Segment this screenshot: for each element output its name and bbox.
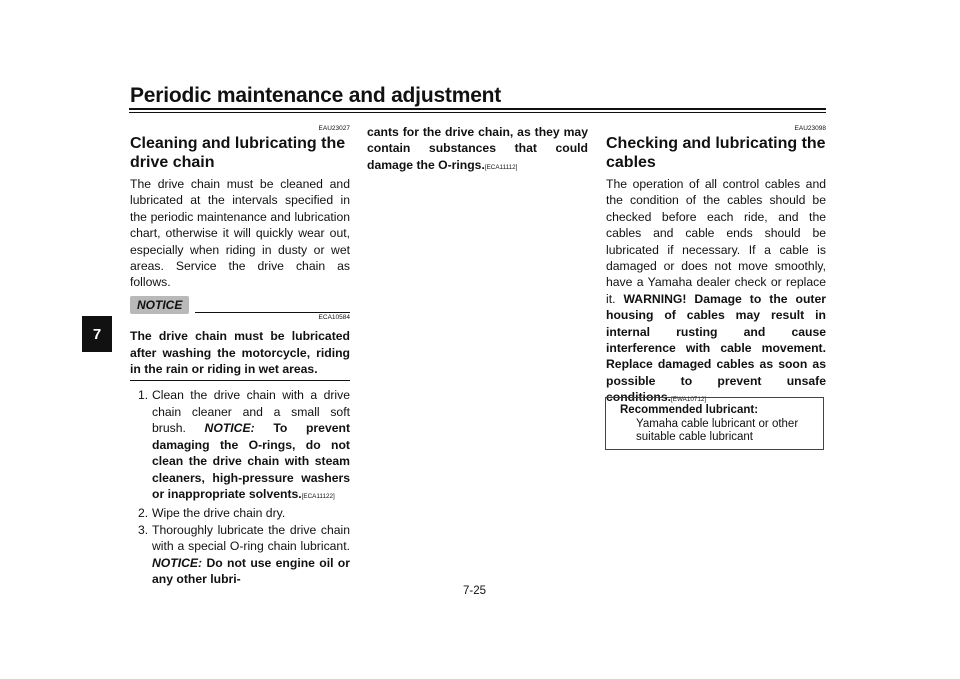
recommended-lubricant-box <box>605 397 824 450</box>
column-right <box>606 124 826 409</box>
steps-list <box>130 387 350 587</box>
continuation-text <box>367 124 588 176</box>
step-number: 1. <box>138 388 149 403</box>
step-text: Clean the drive chain with a drive chain cleaner and a small soft brush. <box>152 388 350 436</box>
page-header-title: Periodic maintenance and adjustment <box>130 84 502 107</box>
section-code: EAU23098 <box>794 125 826 132</box>
step-notice-label: NOTICE: <box>204 421 255 436</box>
step-item <box>130 387 350 505</box>
step-notice-text: Do not use engine oil or any other lubri- <box>152 555 350 586</box>
notice-badge: NOTICE <box>130 296 189 314</box>
column-middle <box>367 124 588 176</box>
cables-warning: WARNING! Damage to the outer housing of cables may result in internal rusting and cause interference with cable movement. Replace damaged cables as soon as possible to prevent unsafe conditions. <box>606 291 826 405</box>
step-number: 2. <box>138 506 149 521</box>
step-text: Wipe the drive chain dry. <box>152 506 286 521</box>
step-notice-label: NOTICE: <box>152 555 203 570</box>
step-item <box>130 505 350 521</box>
step-code: [ECA11122] <box>301 492 335 500</box>
continuation-body: cants for the drive chain, as they may contain substances that could damage the O-rings. <box>367 125 588 172</box>
notice-text: The drive chain must be lubricated after washing the motorcycle, riding in the rain or riding in wet areas. <box>130 328 350 381</box>
section-heading-drive-chain: Cleaning and lubricating the drive chain <box>130 135 346 171</box>
continuation-code: [ECA11112] <box>484 163 518 171</box>
section-code: EAU23027 <box>318 125 350 132</box>
warning-code: [EWA10712] <box>671 396 707 404</box>
step-text: Thoroughly lubricate the drive chain with a special O-ring chain lubricant. <box>152 522 350 554</box>
step-number: 3. <box>138 522 149 537</box>
header-rule-thick <box>129 108 826 110</box>
lubricant-value: Yamaha cable lubricant or other suitable cable lubricant <box>636 417 799 443</box>
notice-code: ECA10584 <box>318 314 350 322</box>
page-number: 7-25 <box>463 585 487 597</box>
notice-header <box>130 296 350 314</box>
cables-intro <box>606 176 826 409</box>
column-left <box>130 124 350 587</box>
step-notice-text: To prevent damaging the O-rings, do not clean the drive chain with steam cleaners, high-pressure washers or inappropriate solvents. <box>152 421 350 501</box>
drive-chain-intro: The drive chain must be cleaned and lubricated at the intervals specified in the periodic maintenance and lubrication chart, otherwise it will quickly wear out, especially when riding in dusty or wet areas. Service the drive chain as follows. <box>130 177 350 290</box>
header-rule-thin <box>129 112 826 113</box>
lubricant-title: Recommended lubricant: <box>620 404 759 416</box>
step-item <box>130 522 350 588</box>
section-heading-cables: Checking and lubricating the cables <box>606 135 826 171</box>
cables-intro-text: The operation of all control cables and the condition of the cables should be checked before each ride, and the cables and cable ends should be lubricated if necessary. If a cable is damaged or does not move smoothly, have a Yamaha dealer check or replace it. <box>606 177 826 306</box>
chapter-tab: 7 <box>82 316 112 352</box>
